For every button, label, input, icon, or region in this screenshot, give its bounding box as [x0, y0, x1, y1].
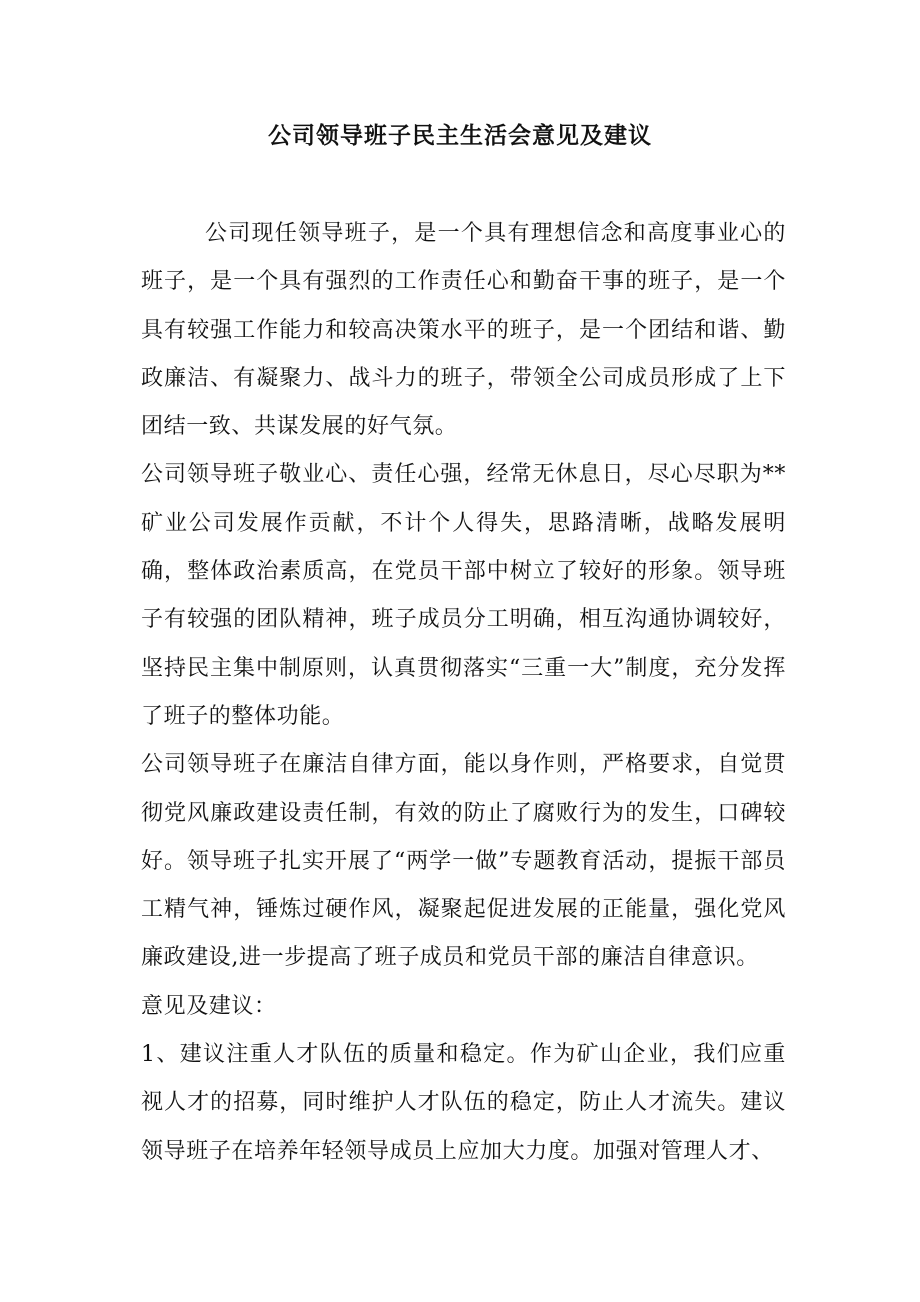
document-body	[141, 210, 786, 1176]
paragraph-dedication: 公司领导班子敬业心、责任心强，经常无休息日，尽心尽职为**矿业公司发展作贡献，不计个人得失，思路清晰，战略发展明确，整体政治素质高，在党员干部中树立了较好的形象。领导班子有较强的团队精神，班子成员分工明确，相互沟通协调较好，坚持民主集中制原则，认真贯彻落实“三重一大”制度，充分发挥了班子的整体功能。	[141, 462, 786, 729]
paragraph-integrity: 公司领导班子在廉洁自律方面，能以身作则，严格要求，自觉贯彻党风廉政建设责任制，有效的防止了腐败行为的发生，口碑较好。领导班子扎实开展了“两学一做”专题教育活动，提振干部员工精气神，锤炼过硬作风，凝聚起促进发展的正能量，强化党风廉政建设,进一步提高了班子成员和党员干部的廉洁自律意识。	[141, 752, 786, 971]
document-title: 公司领导班子民主生活会意见及建议	[268, 122, 652, 149]
suggestion-item-1: 1、建议注重人才队伍的质量和稳定。作为矿山企业，我们应重视人才的招募，同时维护人才队伍的稳定，防止人才流失。建议领导班子在培养年轻领导成员上应加大力度。加强对管理人才、	[141, 1042, 786, 1164]
suggestions-heading: 意见及建议：	[141, 993, 277, 1019]
paragraph-team-overview: 公司现任领导班子，是一个具有理想信念和高度事业心的班子，是一个具有强烈的工作责任心和勤奋干事的班子，是一个具有较强工作能力和较高决策水平的班子，是一个团结和谐、勤政廉洁、有凝聚力、战斗力的班子，带领全公司成员形成了上下团结一致、共谋发展的好气氛。	[141, 221, 786, 440]
